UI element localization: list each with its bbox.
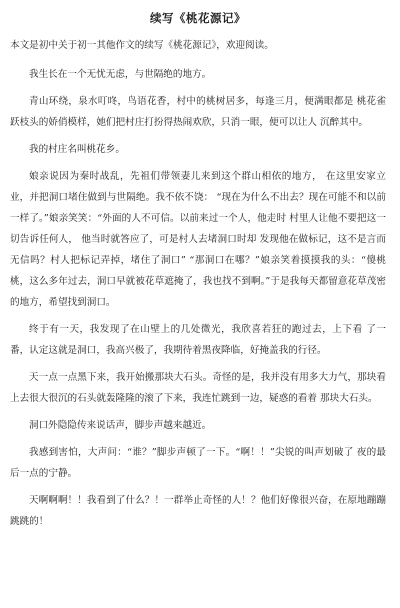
paragraph: 青山环绕，泉水叮咚，鸟语花香，村中的桃树居多，每逢三月，便满眼都是 桃花雀跃枝头的娇俏模样，她们把村庄打扮得热闹欢欣，只消一眼，便可以让人 沉醉其中。 [10,96,386,128]
paragraph: 天啊啊啊！！我看到了什么？！一群举止奇怪的人！？他们好像很兴奋，在原地蹦蹦跳跳的！ [10,495,386,527]
paragraph: 我生长在一个无忧无虑，与世隔绝的地方。 [29,69,212,80]
paragraph: 我的村庄名叫桃花乡。 [29,144,125,155]
intro-text: 本文是初中关于初一其他作文的续写《桃花源记》，欢迎阅读。 [10,40,274,51]
document-title: 续写《桃花源记》 [150,11,246,25]
paragraph: 洞口外隐隐传来说话声，脚步声越来越近。 [29,420,212,431]
paragraph: 终于有一天，我发现了在山壁上的几处微光，我欣喜若狂的跑过去，上下看 了一番，认定这就是洞口，我高兴极了，我期待着黑夜降临，好掩盖我的行径。 [10,324,386,356]
paragraph: 天一点一点黑下来，我开始搬那块大石头。奇怪的是，我并没有用多大力气，那块看上去很大很沉的石头就轰隆隆的滚了下来，我连忙跳到一边，疑惑的看着 那块大石头。 [10,372,386,404]
paragraph: 我感到害怕，大声问：“谁？”脚步声顿了一下。“啊！！”尖锐的叫声划破了 夜的最后一点的宁静。 [10,447,386,479]
paragraph: 娘亲说因为秦时战乱，先祖们带领妻儿来到这个群山相依的地方， 在这里安家立业，并把洞口堵住做到与世隔绝。我不依不饶： “现在为什么不出去？现在可能不和以前一样了。”娘亲笑笑：“外面的人不可信。以前来过一个人，他走时 村里人让他不要把这一切告诉任何人， 他当时就答应了，可是村人去堵洞口时却 发现他在做标记，这不是言而无信吗？村人把标记弄掉，堵住了洞口” “那洞口在哪？”娘亲笑着摸摸我的头：“傻桃桃，这么多年过去，洞口早就被花草遮掩了，我也找不到啊。”于是我每天都留意花草茂密的地方，希望找到洞口。 [10,171,386,308]
